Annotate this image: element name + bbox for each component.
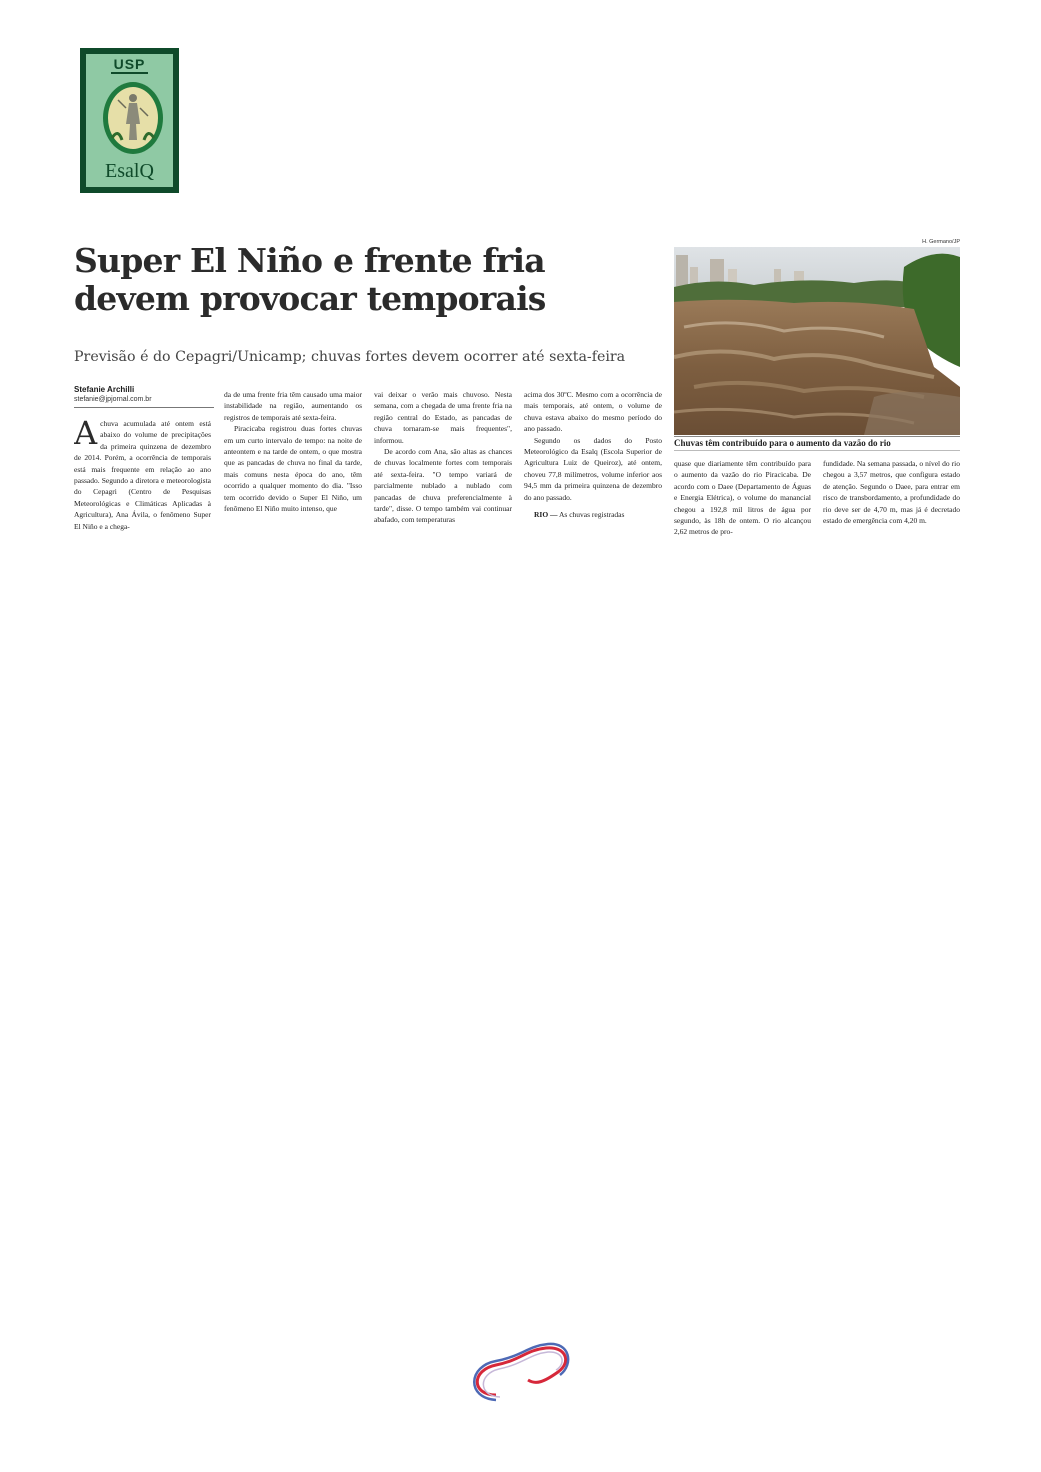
statue-emblem-icon <box>96 78 171 156</box>
paragraph: vai deixar o verão mais chuvoso. Nesta semana, com a chegada de uma frente fria na região central do Estado, as pancadas de chuva tornaram-se mais frequentes", informou. <box>374 390 512 445</box>
author-email: stefanie@jpjornal.com.br <box>74 396 152 403</box>
paragraph: quase que diariamente têm contribuído para o aumento da vazão do rio Piracicaba. De acordo com o Daee (Departamento de Águas e Energia Elétrica), o volume do manancial chegou a 192,8 mil litros de água por segundo, às 18h de ontem. O rio alcançou 2,62 metros de pro- <box>674 459 811 537</box>
article-headline: Super El Niño e frente fria devem provocar temporais <box>74 241 546 318</box>
article-column-1 <box>74 418 211 568</box>
byline <box>74 385 214 408</box>
paragraph: acima dos 30ºC. Mesmo com a ocorrência de mais temporais, até ontem, o volume de chuva estava abaixo do mesmo período do ano passado. <box>524 390 662 434</box>
ribbon-logo-icon <box>466 1340 572 1408</box>
dropcap: A <box>74 418 98 452</box>
dateline: RIO — <box>534 510 558 520</box>
article-column-6 <box>823 458 960 568</box>
logo-esalq-text: EsalQ <box>105 160 154 182</box>
article-column-3 <box>374 389 512 569</box>
paragraph: fundidade. Na semana passada, o nível do rio chegou a 3,57 metros, que configura estado de atenção. Segundo o Daee, para entrar em risco de transbordamento, a profundidade do rio deve ser de 4,70 m, mas já é decretado estado de emergência com 4,20 m. <box>823 459 960 526</box>
logo-background <box>86 54 173 187</box>
article-subtitle: Previsão é do Cepagri/Unicamp; chuvas fortes devem ocorrer até sexta-feira <box>74 349 626 365</box>
photo-credit: H. Germano/JP <box>922 239 960 245</box>
paragraph: De acordo com Ana, são altas as chances de chuvas localmente fortes com temporais até sexta-feira. "O tempo variará de parcialmente nublado a nublado com pancadas de chuva preferencialmente à tarde", disse. O tempo também vai continuar abafado, com temperaturas <box>374 447 512 525</box>
photo-caption: Chuvas têm contribuído para o aumento da vazão do rio <box>674 436 960 451</box>
article-column-5 <box>674 458 811 568</box>
logo-usp-text: USP <box>86 56 173 72</box>
paragraph <box>524 509 662 520</box>
article-column-4 <box>524 389 662 569</box>
esalq-logo <box>80 48 179 193</box>
river-flood-photo <box>674 247 960 435</box>
paragraph: Segundo os dados do Posto Meteorológico da Esalq (Escola Superior de Agricultura Luiz de Queiroz), até ontem, choveu 77,8 milímetros, volume inferior aos 94,5 mm da primeira quinzena de dezembro do ano passado. <box>524 435 662 502</box>
paragraph-text: As chuvas registradas <box>557 510 625 520</box>
paragraph: chuva acumulada até ontem está abaixo do volume de precipitações da primeira quinzena de dezembro de 2014. Porém, a ocorrência de temporais está mais frequente em relação ao ano passado. Segundo a diretora e meteorologista do Cepagri (Centro de Pesquisas Meteorológicas e Climáticas Aplicadas à Agricultura), Ana Ávila, o fenômeno Super El Niño e a chega- <box>74 419 211 531</box>
paragraph: da de uma frente fria têm causado uma maior instabilidade na região, aumentando os registros de temporais até sexta-feira. <box>224 390 362 422</box>
article-column-2 <box>224 389 362 569</box>
author-name: Stefanie Archilli <box>74 385 135 394</box>
paragraph: Piracicaba registrou duas fortes chuvas em um curto intervalo de tempo: na noite de anteontem e na tarde de ontem, o que mostra que as pancadas de chuva no final da tarde, mais comuns nesta época do ano, têm ocorrido a qualquer momento do dia. "Isso tem ocorrido devido o Super El Niño, um fenômeno El Niño muito intenso, que <box>224 424 362 514</box>
